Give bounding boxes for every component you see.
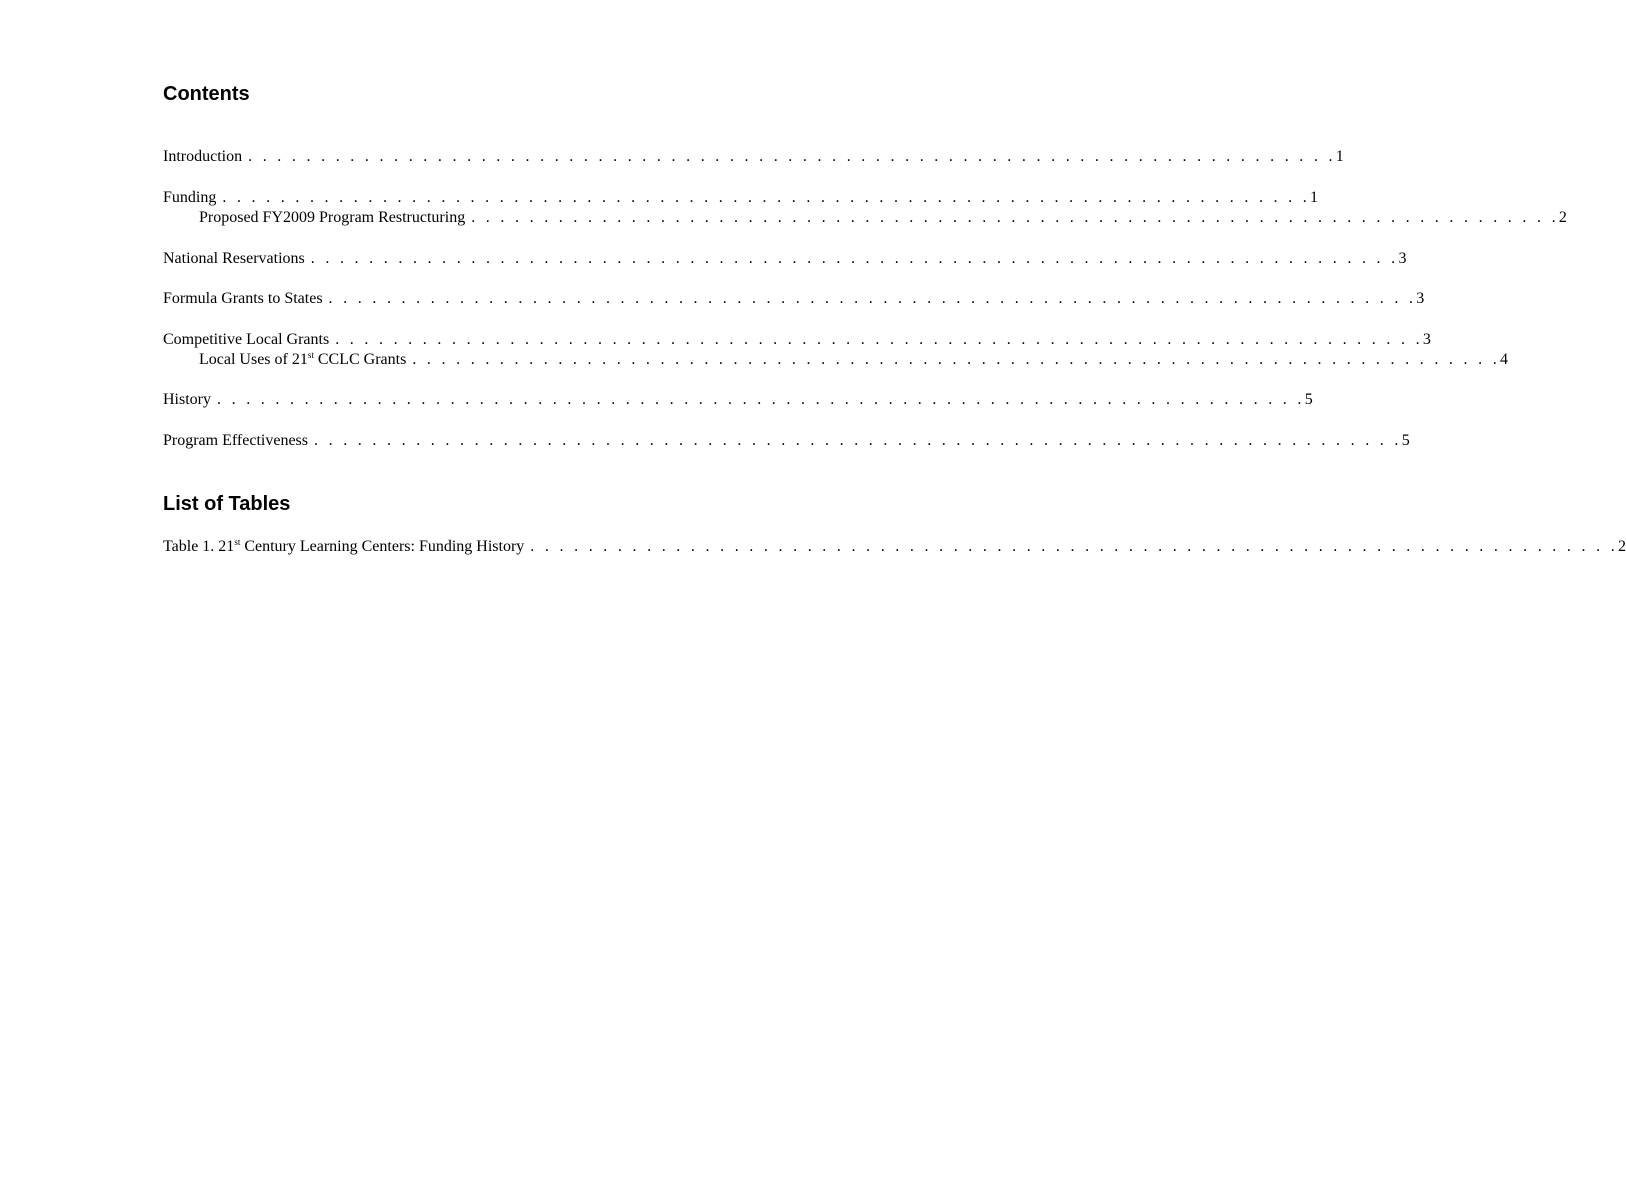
toc-page-number: 3 xyxy=(1416,290,1425,307)
ordinal-suffix: st xyxy=(234,537,241,547)
toc-title-text: Local Uses of 21 xyxy=(199,351,308,368)
toc-entry-title: Funding xyxy=(163,189,217,206)
toc-page-number: 3 xyxy=(1398,250,1407,267)
toc-entry-formula-grants-to-states[interactable] xyxy=(163,289,1425,309)
toc-title-text: Century Learning Centers: Funding History xyxy=(240,538,525,555)
dot-leader: . . . . . . . . . . . . . . . . . . . . . . . . . . . . . . . . . . . . . . . . . . . . . . . . . . . . . . . . . . . . . . . . . . . . . . . . . . . xyxy=(328,290,1417,307)
toc-entry-local-uses-of-21st-cclc-grants[interactable] xyxy=(199,350,1509,370)
toc-page-number: 3 xyxy=(1422,331,1431,348)
dot-leader: . . . . . . . . . . . . . . . . . . . . . . . . . . . . . . . . . . . . . . . . . . . . . . . . . . . . . . . . . . . . . . . . . . . . . . . . . . . xyxy=(530,538,1618,555)
dot-leader: . . . . . . . . . . . . . . . . . . . . . . . . . . . . . . . . . . . . . . . . . . . . . . . . . . . . . . . . . . . . . . . . . . . . . . . . . . . xyxy=(314,432,1402,449)
dot-leader: . . . . . . . . . . . . . . . . . . . . . . . . . . . . . . . . . . . . . . . . . . . . . . . . . . . . . . . . . . . . . . . . . . . . . . . . . . . xyxy=(217,391,1305,408)
table-entry-funding-history[interactable] xyxy=(163,537,1626,557)
dot-leader: . . . . . . . . . . . . . . . . . . . . . . . . . . . . . . . . . . . . . . . . . . . . . . . . . . . . . . . . . . . . . . . . . . . . . . . . . . . xyxy=(248,148,1336,165)
toc-entry-history[interactable] xyxy=(163,390,1313,410)
toc-entry-title: Proposed FY2009 Program Restructuring xyxy=(199,209,466,226)
toc-entry-competitive-local-grants[interactable] xyxy=(163,330,1431,350)
dot-leader: . . . . . . . . . . . . . . . . . . . . . . . . . . . . . . . . . . . . . . . . . . . . . . . . . . . . . . . . . . . . . . . . . . . . . . . . . . . xyxy=(222,189,1311,206)
toc-entry-proposed-fy2009-program-restructuring[interactable] xyxy=(199,208,1567,228)
contents-heading: Contents xyxy=(163,83,250,105)
dot-leader: . . . . . . . . . . . . . . . . . . . . . . . . . . . . . . . . . . . . . . . . . . . . . . . . . . . . . . . . . . . . . . . . . . . . . . . . . . . xyxy=(335,331,1423,348)
toc-entry-title: History xyxy=(163,391,211,408)
dot-leader: . . . . . . . . . . . . . . . . . . . . . . . . . . . . . . . . . . . . . . . . . . . . . . . . . . . . . . . . . . . . . . . . . . . . . . . . . . . xyxy=(310,250,1399,267)
toc-entry-title: Program Effectiveness xyxy=(163,432,308,449)
toc-entry-title xyxy=(199,350,412,370)
toc-entry-program-effectiveness[interactable] xyxy=(163,431,1410,451)
toc-title-text: CCLC Grants xyxy=(313,351,407,368)
toc-entry-national-reservations[interactable] xyxy=(163,249,1407,269)
toc-page-number: 4 xyxy=(1500,351,1509,368)
toc-page-number: 5 xyxy=(1401,432,1410,449)
toc-entry-introduction[interactable] xyxy=(163,147,1344,167)
toc-page-number: 1 xyxy=(1335,148,1344,165)
toc-page-number: 5 xyxy=(1304,391,1313,408)
toc-entry-funding[interactable] xyxy=(163,188,1319,208)
toc-entry-title: Competitive Local Grants xyxy=(163,331,330,348)
toc-entry-title: Introduction xyxy=(163,148,243,165)
toc-entry-title: Formula Grants to States xyxy=(163,290,323,307)
toc-entry-title: National Reservations xyxy=(163,250,305,267)
ordinal-suffix: st xyxy=(307,350,314,360)
toc-page-number: 2 xyxy=(1558,209,1567,226)
toc-page-number: 1 xyxy=(1310,189,1319,206)
toc-entry-title xyxy=(163,537,530,557)
list-of-tables-heading: List of Tables xyxy=(163,493,291,515)
dot-leader: . . . . . . . . . . . . . . . . . . . . . . . . . . . . . . . . . . . . . . . . . . . . . . . . . . . . . . . . . . . . . . . . . . . . . . . . . . . xyxy=(412,351,1501,368)
toc-title-text: Table 1. 21 xyxy=(163,538,235,555)
toc-page-number: 2 xyxy=(1618,538,1626,555)
dot-leader: . . . . . . . . . . . . . . . . . . . . . . . . . . . . . . . . . . . . . . . . . . . . . . . . . . . . . . . . . . . . . . . . . . . . . . . . . . . xyxy=(471,209,1559,226)
